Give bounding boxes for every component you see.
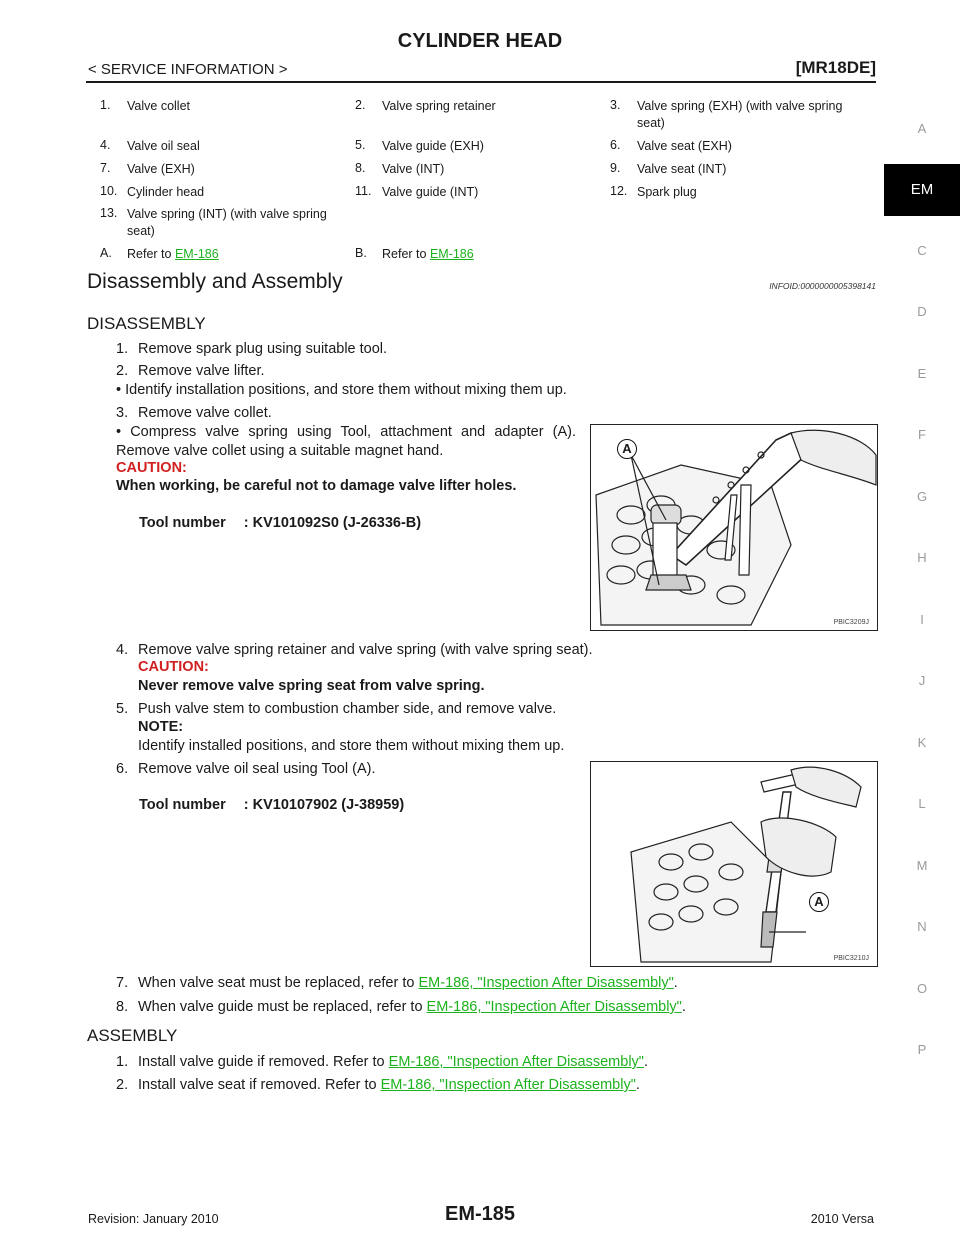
legend-num: 12. — [610, 183, 628, 198]
legend-item — [610, 138, 865, 155]
legend-text: Valve seat (INT) — [637, 161, 727, 176]
side-tab[interactable]: A — [917, 121, 927, 136]
step-text: Remove valve collet. — [138, 405, 272, 421]
inspection-link[interactable]: EM-186, "Inspection After Disassembly" — [418, 975, 674, 991]
legend-row — [100, 138, 880, 155]
side-tab[interactable]: K — [917, 734, 927, 750]
legend-text: Valve guide (EXH) — [382, 138, 484, 153]
caution-label: CAUTION: — [138, 659, 209, 675]
legend-num: 1. — [100, 98, 111, 112]
tool-label: Tool number — [139, 515, 226, 531]
ref-prefix: Refer to — [127, 247, 175, 262]
legend-text: Valve seat (EXH) — [637, 138, 732, 153]
page-number: EM-185 — [444, 1203, 516, 1225]
legend-num: A. — [100, 246, 112, 261]
section-label: < SERVICE INFORMATION > — [88, 61, 288, 78]
legend-num: 2. — [355, 98, 366, 112]
caution-text: When working, be careful not to damage valve lifter holes. — [116, 478, 517, 494]
side-tab[interactable]: E — [917, 365, 927, 381]
note-label: NOTE: — [138, 719, 184, 735]
revision-date: Revision: January 2010 — [88, 1212, 219, 1226]
legend-num: 5. — [355, 137, 366, 152]
step-2-bullet: • Identify installation positions, and store them without mixing them up. — [116, 382, 567, 398]
step-number: 6. — [116, 761, 129, 777]
side-tab[interactable]: L — [918, 796, 926, 811]
legend-text: Valve oil seal — [127, 138, 200, 153]
legend-ref — [355, 246, 610, 263]
legend-item — [100, 138, 355, 155]
step-number: 1. — [116, 1054, 129, 1070]
legend-item — [610, 184, 865, 201]
legend-num: 13. — [100, 206, 118, 221]
engine-illustration-2 — [591, 762, 877, 966]
legend-item — [355, 98, 610, 132]
side-tab-index — [884, 98, 960, 1081]
legend-num: 8. — [355, 160, 366, 175]
legend-text: Spark plug — [637, 184, 697, 199]
step-number: 8. — [116, 999, 129, 1015]
assembly-heading: ASSEMBLY — [87, 1026, 178, 1045]
step-text: Install valve seat if removed. Refer to — [138, 1077, 381, 1093]
side-tab-active[interactable]: EM — [884, 164, 960, 216]
legend-item — [100, 98, 355, 132]
legend-row — [100, 184, 880, 201]
legend-num: 11. — [355, 183, 372, 198]
side-tab[interactable]: H — [917, 550, 927, 565]
side-tab[interactable]: D — [917, 304, 927, 319]
ref-prefix: Refer to — [382, 247, 430, 262]
assembly-step-1 — [116, 1053, 816, 1072]
callout-a: A — [809, 892, 829, 912]
disassembly-step-7 — [116, 974, 816, 993]
assembly-step-2 — [116, 1076, 816, 1095]
step-number: 5. — [116, 701, 129, 717]
legend-ref — [100, 246, 355, 263]
legend-num: 4. — [100, 137, 111, 152]
legend-text: Cylinder head — [127, 184, 205, 199]
disassembly-step-1 — [116, 340, 586, 359]
legend-item — [355, 184, 610, 201]
legend-item — [100, 184, 355, 201]
side-tab[interactable]: J — [918, 673, 926, 688]
disassembly-step-5 — [116, 700, 676, 719]
step-text: Remove valve lifter. — [138, 363, 265, 379]
disassembly-step-3 — [116, 404, 586, 423]
side-tab[interactable]: G — [916, 488, 928, 504]
inspection-link[interactable]: EM-186, "Inspection After Disassembly" — [388, 1054, 644, 1070]
caution-text: Never remove valve spring seat from valve spring. — [138, 678, 485, 694]
side-tab[interactable]: F — [918, 427, 926, 442]
step-tail: . — [643, 1054, 648, 1070]
legend-text: Valve spring (INT) (with valve spring seat) — [127, 207, 327, 239]
tool-number-row — [139, 797, 404, 813]
disassembly-step-2 — [116, 362, 586, 381]
side-tab[interactable]: P — [917, 1042, 927, 1057]
legend-row — [100, 98, 880, 132]
legend-text: Valve (EXH) — [127, 161, 195, 176]
legend-item — [355, 161, 610, 178]
step-text: Remove valve oil seal using Tool (A). — [138, 761, 376, 777]
side-tab[interactable]: M — [916, 857, 928, 873]
step-3-bullet: • Compress valve spring using Tool, attachment and adapter (A). Remove valve collet using a suitable magnet hand. — [116, 424, 576, 459]
step-number: 3. — [116, 405, 129, 421]
figure-code: PBIC3210J — [833, 955, 869, 962]
legend-text: Valve collet — [127, 99, 190, 113]
legend-row — [100, 206, 880, 240]
legend-item — [100, 206, 355, 240]
caution-label: CAUTION: — [116, 460, 187, 476]
step-tail: . — [681, 999, 686, 1015]
legend-row — [100, 161, 880, 178]
step-number: 1. — [116, 341, 129, 357]
side-tab[interactable]: C — [917, 242, 927, 258]
disassembly-step-4 — [116, 641, 676, 660]
tool-value: : KV101092S0 (J-26336-B) — [243, 515, 422, 531]
step-number: 7. — [116, 975, 129, 991]
step-text: Push valve stem to combustion chamber side, and remove valve. — [138, 701, 557, 717]
step-number: 2. — [116, 363, 129, 379]
legend-num: B. — [355, 246, 367, 261]
step-tail: . — [635, 1077, 640, 1093]
legend-num: 10. — [100, 183, 118, 198]
legend-item — [355, 138, 610, 155]
tool-number-row — [139, 515, 421, 531]
engine-code: [MR18DE] — [795, 58, 876, 77]
legend-item — [610, 98, 865, 132]
figure-valve-spring-compressor — [590, 424, 878, 631]
step-text: When valve seat must be replaced, refer to — [138, 975, 419, 991]
inspection-link[interactable]: EM-186, "Inspection After Disassembly" — [426, 999, 682, 1015]
legend-num: 3. — [610, 98, 621, 112]
step-text: When valve guide must be replaced, refer to — [138, 999, 427, 1015]
legend-row — [100, 246, 880, 263]
parts-legend — [100, 98, 880, 269]
legend-num: 9. — [610, 160, 621, 175]
disassembly-step-8 — [116, 998, 816, 1017]
step-number: 2. — [116, 1077, 129, 1093]
disassembly-heading: DISASSEMBLY — [87, 314, 206, 333]
tool-value: : KV10107902 (J-38959) — [243, 797, 405, 813]
ref-link-em186[interactable]: EM-186 — [174, 247, 219, 262]
ref-link-em186[interactable]: EM-186 — [429, 247, 474, 262]
section-heading: Disassembly and Assembly — [87, 270, 343, 293]
step-text: Remove spark plug using suitable tool. — [138, 341, 388, 357]
inspection-link[interactable]: EM-186, "Inspection After Disassembly" — [380, 1077, 636, 1093]
legend-text: Valve spring (EXH) (with valve spring seat) — [637, 99, 843, 130]
legend-item — [610, 161, 865, 178]
step-tail: . — [673, 975, 678, 991]
step-number: 4. — [116, 642, 129, 658]
side-tab[interactable]: N — [917, 919, 927, 934]
legend-num: 6. — [610, 137, 621, 152]
callout-a: A — [617, 439, 637, 459]
info-id: INFOID:0000000005398141 — [769, 281, 876, 291]
step-text: Install valve guide if removed. Refer to — [138, 1054, 389, 1070]
header-rule — [86, 81, 876, 83]
tool-label: Tool number — [139, 797, 226, 813]
figure-valve-oil-seal-removal — [590, 761, 878, 967]
page-title: CYLINDER HEAD — [397, 30, 563, 52]
legend-text: Valve spring retainer — [382, 99, 496, 113]
step-text: Remove valve spring retainer and valve spring (with valve spring seat). — [138, 642, 593, 658]
side-tab[interactable]: O — [916, 980, 928, 996]
legend-item — [100, 161, 355, 178]
disassembly-step-6 — [116, 760, 586, 779]
model-name: 2010 Versa — [810, 1212, 874, 1226]
figure-code: PBIC3209J — [833, 619, 869, 626]
legend-text: Valve guide (INT) — [382, 184, 479, 199]
legend-text: Valve (INT) — [382, 161, 445, 176]
note-text: Identify installed positions, and store them without mixing them up. — [138, 738, 565, 754]
legend-num: 7. — [100, 160, 111, 175]
side-tab[interactable]: I — [920, 611, 924, 627]
